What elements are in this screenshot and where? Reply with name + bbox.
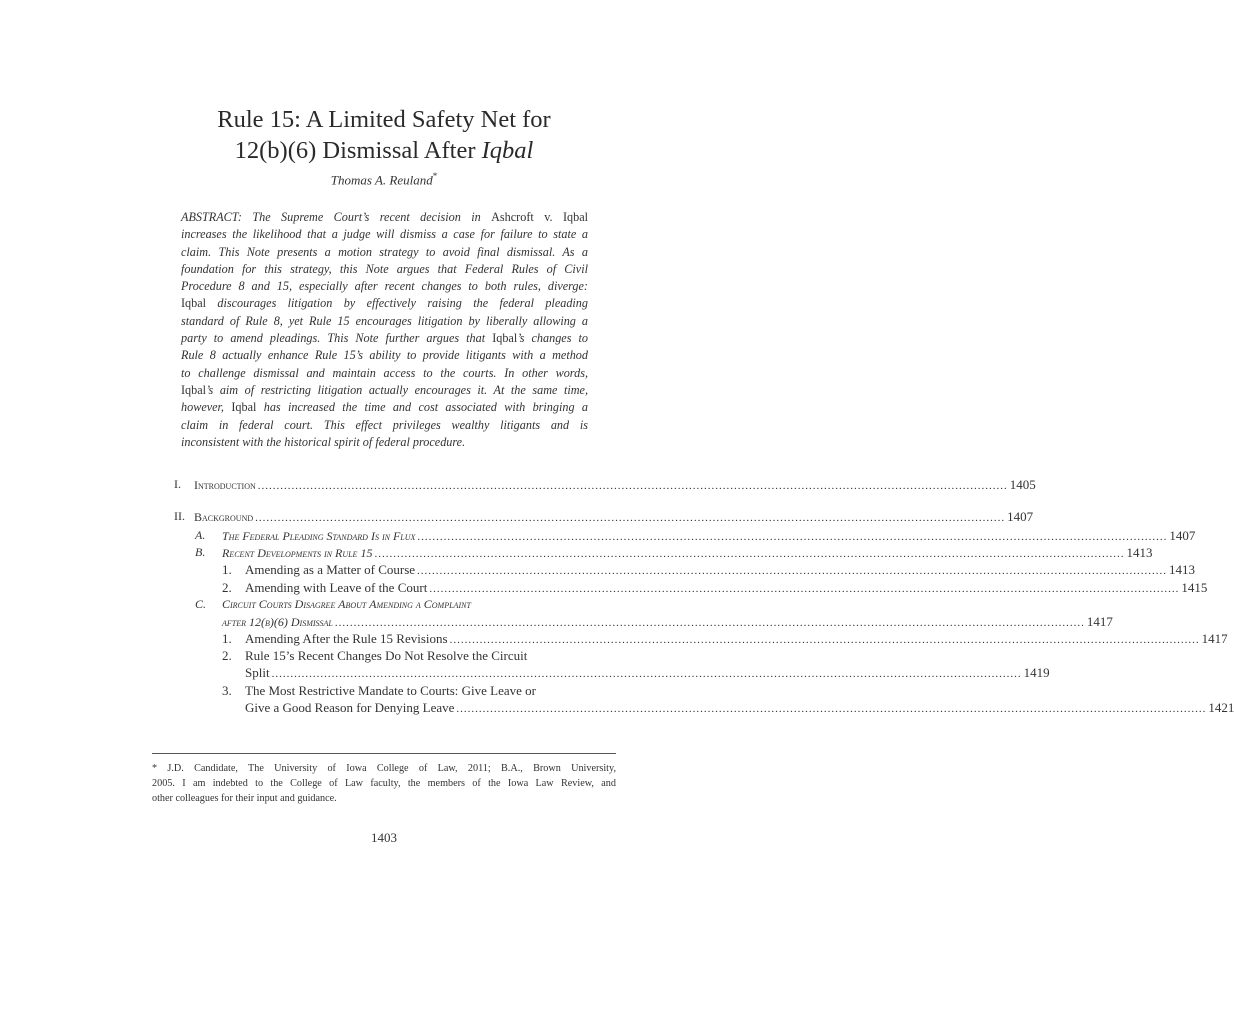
abstract-text: however, (181, 400, 232, 415)
footnote-divider (152, 753, 616, 754)
toc-number: 1. (222, 562, 232, 577)
title-line-1: Rule 15: A Limited Safety Net for (217, 106, 551, 133)
page-number: 1403 (371, 830, 397, 845)
toc-label: Amending as a Matter of Course (245, 562, 416, 577)
toc-leader-dots: ........................................................................................................................................................................................................ (374, 548, 1125, 560)
toc-entry[interactable] (222, 683, 617, 699)
abstract-text: claim in federal court. This effect privileges wealthy litigants and is (181, 417, 588, 432)
toc-page-number: 1417 (1201, 631, 1228, 646)
title-line-2-text: 12(b)(6) Dismissal After (234, 137, 482, 164)
toc-leader-dots: ........................................................................................................................................................................................................ (429, 583, 1180, 595)
abstract-text: ABSTRACT: The Supreme Court’s recent decision in (181, 210, 492, 224)
toc-leader-dots: ........................................................................................................................................................................................................ (255, 512, 1006, 524)
toc-entry[interactable] (222, 580, 1208, 596)
toc-entry[interactable] (222, 562, 1196, 578)
toc-page-number: 1413 (1169, 562, 1196, 577)
toc-entry[interactable] (222, 614, 1113, 630)
toc-number: 1. (222, 631, 232, 646)
abstract-text: Procedure 8 and 15, especially after recent changes to both rules, diverge: (181, 279, 588, 294)
toc-label: Split (245, 665, 270, 680)
toc-page-number: 1415 (1181, 580, 1208, 595)
toc-label: Circuit Courts Disagree About Amending a Complaint (222, 597, 471, 611)
abstract-case-name: Iqbal (492, 331, 518, 346)
toc-entry[interactable] (245, 700, 1234, 716)
author-footnote-mark: * (432, 171, 438, 181)
toc-number: 2. (222, 580, 232, 595)
toc-number: I. (174, 477, 181, 491)
abstract-text: inconsistent with the historical spirit of federal procedure. (181, 434, 466, 449)
toc-page-number: 1407 (1007, 509, 1034, 524)
toc-entry[interactable] (245, 665, 1050, 681)
toc-label: after 12(b)(6) Dismissal (222, 615, 333, 629)
toc-number: B. (195, 545, 206, 559)
toc-page-number: 1419 (1023, 665, 1050, 680)
abstract-text: foundation for this strategy, this Note argues that Federal Rules of Civil (181, 261, 588, 276)
abstract-text: claim. This Note presents a motion strategy to avoid final dismissal. As a (181, 244, 588, 259)
toc-number: II. (174, 509, 185, 523)
toc-entry[interactable] (195, 545, 1153, 561)
toc-number: A. (195, 528, 206, 542)
toc-entry[interactable] (222, 648, 617, 664)
toc-page-number: 1413 (1126, 545, 1153, 560)
toc-label: Recent Developments in Rule 15 (222, 546, 373, 560)
footnote (152, 761, 616, 806)
abstract-case-name: Ashcroft v. Iqbal (491, 210, 588, 224)
abstract-text: standard of Rule 8, yet Rule 15 encourages litigation by liberally allowing a (181, 313, 588, 328)
abstract-text: Rule 8 actually enhance Rule 15’s ability to provide litigants with a method (181, 348, 588, 363)
toc-number: 3. (222, 683, 232, 698)
abstract-text: party to amend pleadings. This Note further argues that (181, 331, 493, 346)
abstract-text: ’s changes to (517, 331, 588, 346)
abstract-text: ’s aim of restricting litigation actually encourages it. At the same time, (206, 382, 588, 397)
toc-leader-dots: ........................................................................................................................................................................................................ (449, 634, 1200, 646)
toc-number: 2. (222, 648, 232, 663)
toc-leader-dots: ........................................................................................................................................................................................................ (257, 480, 1008, 492)
toc-leader-dots: ........................................................................................................................................................................................................ (334, 617, 1085, 629)
toc-entry[interactable] (174, 509, 1034, 525)
abstract-text: has increased the time and cost associated with bringing a (256, 400, 588, 415)
toc-leader-dots: ........................................................................................................................................................................................................ (271, 668, 1022, 680)
toc-label: Give a Good Reason for Denying Leave (245, 700, 455, 715)
footnote-line: other colleagues for their input and guidance. (152, 793, 337, 804)
title-case-name: Iqbal (481, 137, 534, 164)
toc-leader-dots: ........................................................................................................................................................................................................ (417, 531, 1168, 543)
author-name: Thomas A. Reuland (330, 172, 433, 188)
toc-entry[interactable] (174, 477, 1036, 493)
toc-entry[interactable] (195, 528, 1196, 544)
abstract-text: to challenge dismissal and maintain access to the courts. In other words, (181, 365, 588, 380)
toc-entry[interactable] (195, 597, 617, 612)
toc-leader-dots: ........................................................................................................................................................................................................ (456, 703, 1207, 715)
toc-page-number: 1405 (1009, 477, 1036, 492)
toc-page-number: 1407 (1169, 528, 1196, 543)
toc-number: C. (195, 597, 207, 611)
toc-label: Amending with Leave of the Court (245, 580, 428, 595)
toc-entry[interactable] (222, 631, 1228, 647)
toc-label: Amending After the Rule 15 Revisions (245, 631, 448, 646)
abstract-case-name: Iqbal (181, 296, 207, 311)
abstract-text: increases the likelihood that a judge will dismiss a case for failure to state a (181, 227, 588, 242)
toc-page-number: 1417 (1086, 614, 1113, 629)
toc-label: Introduction (194, 478, 256, 492)
toc-label: The Most Restrictive Mandate to Courts: Give Leave or (245, 683, 536, 698)
footnote-line: * J.D. Candidate, The University of Iowa College of Law, 2011; B.A., Brown University, (152, 763, 616, 774)
abstract-text: discourages litigation by effectively raising the federal pleading (206, 296, 588, 311)
toc-label: The Federal Pleading Standard Is in Flux (222, 529, 416, 543)
toc-label: Rule 15’s Recent Changes Do Not Resolve the Circuit (245, 648, 528, 663)
abstract-case-name: Iqbal (181, 382, 207, 397)
toc-leader-dots: ........................................................................................................................................................................................................ (417, 565, 1168, 577)
toc-page-number: 1421 (1208, 700, 1234, 715)
footnote-line: 2005. I am indebted to the College of Law faculty, the members of the Iowa Law Review, and (152, 778, 616, 789)
toc-label: Background (194, 510, 254, 524)
abstract-case-name: Iqbal (231, 400, 257, 415)
